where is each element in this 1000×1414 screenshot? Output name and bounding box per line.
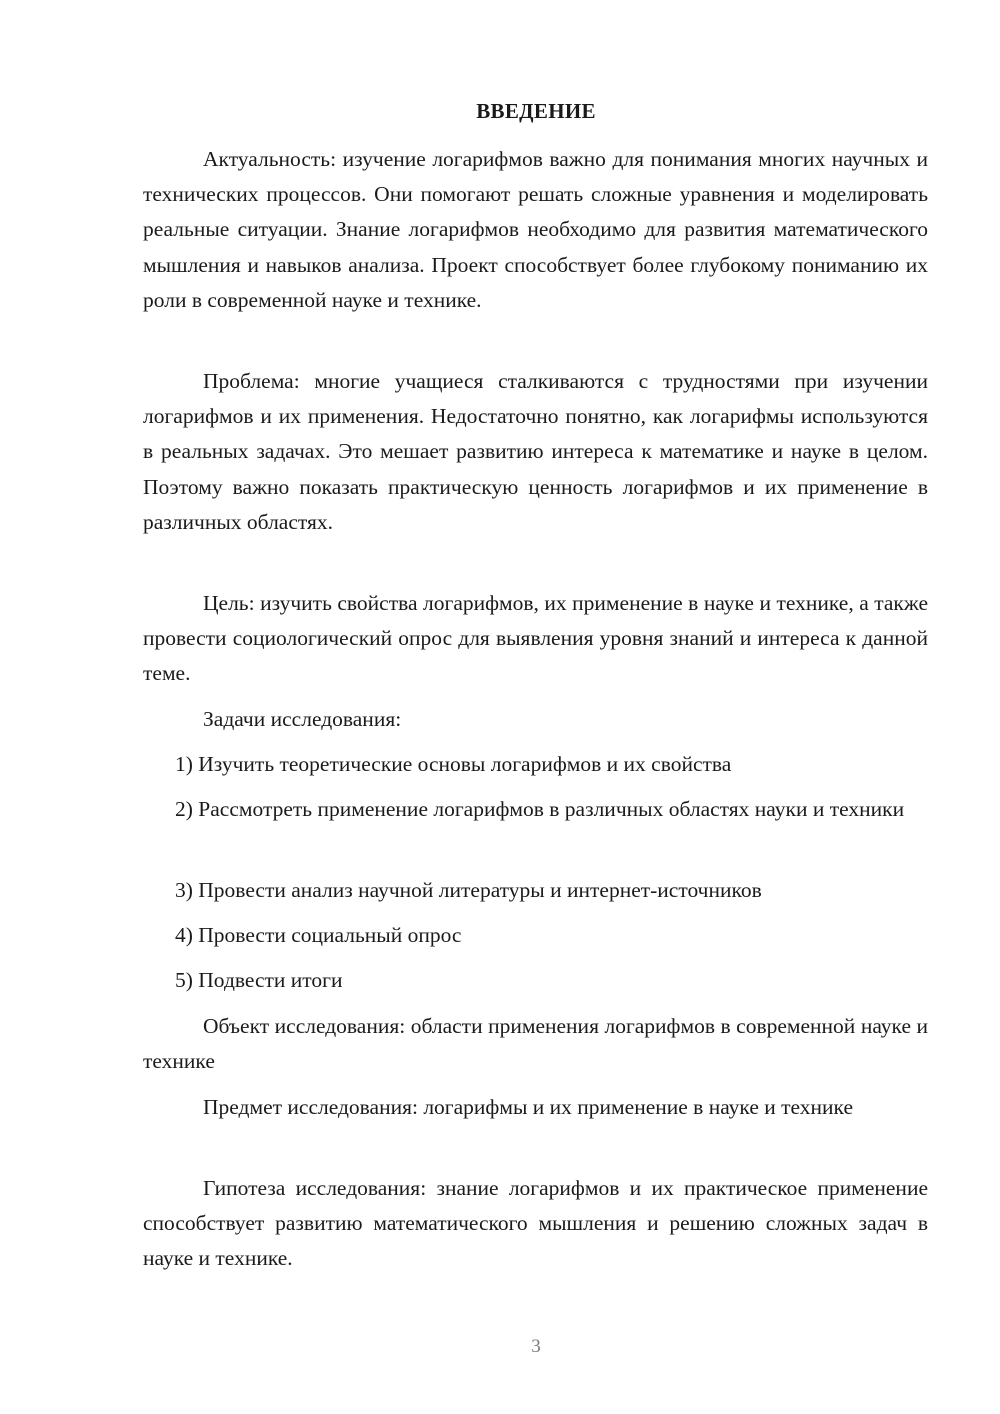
task-text: 3) Провести анализ научной литературы и интернет-источников <box>175 878 762 902</box>
subject-paragraph-block <box>143 1090 928 1125</box>
object-paragraph: Объект исследования: области применения логарифмов в современной науке и технике <box>143 1014 928 1074</box>
heading-text: ВВЕДЕНИЕ <box>476 99 596 123</box>
task-item-3 <box>143 873 928 908</box>
problem-paragraph-block <box>143 364 928 540</box>
task-item-2 <box>143 792 928 827</box>
task-item-5 <box>143 963 928 998</box>
relevance-paragraph: Актуальность: изучение логарифмов важно для понимания многих научных и технических процессов. Они помогают решать сложные уравнения и моделировать реальные ситуации. Знание логарифмов необходимо для развития математического мышления и навыков анализа. Проект способствует более глубокому пониманию их роли в современной науке и технике. <box>143 147 928 312</box>
page-number: 3 <box>531 1336 541 1357</box>
task-text: 2) Рассмотреть применение логарифмов в различных областях науки и техники <box>175 797 905 821</box>
goal-paragraph: Цель: изучить свойства логарифмов, их применение в науке и технике, а также провести социологический опрос для выявления уровня знаний и интереса к данной теме. <box>143 591 928 686</box>
task-item-4 <box>143 918 928 953</box>
task-text: 4) Провести социальный опрос <box>175 923 462 947</box>
hypothesis-paragraph-block <box>143 1171 928 1277</box>
task-text: 5) Подвести итоги <box>175 968 343 992</box>
task-item-1 <box>143 747 928 782</box>
goal-paragraph-block <box>143 586 928 692</box>
relevance-paragraph-block <box>143 142 928 318</box>
task-text: 1) Изучить теоретические основы логарифмов и их свойства <box>175 752 732 776</box>
subject-paragraph: Предмет исследования: логарифмы и их применение в науке и технике <box>203 1095 853 1119</box>
object-paragraph-block <box>143 1009 928 1079</box>
problem-paragraph: Проблема: многие учащиеся сталкиваются с трудностями при изучении логарифмов и их применения. Недостаточно понятно, как логарифмы используются в реальных задачах. Это мешает развитию интереса к математике и науке в целом. Поэтому важно показать практическую ценность логарифмов и их применение в различных областях. <box>143 369 928 534</box>
tasks-title-block <box>143 702 928 737</box>
hypothesis-paragraph: Гипотеза исследования: знание логарифмов и их практическое применение способствует развитию математического мышления и решению сложных задач в науке и технике. <box>143 1176 928 1271</box>
section-heading <box>0 96 1000 126</box>
tasks-title: Задачи исследования: <box>203 707 402 731</box>
